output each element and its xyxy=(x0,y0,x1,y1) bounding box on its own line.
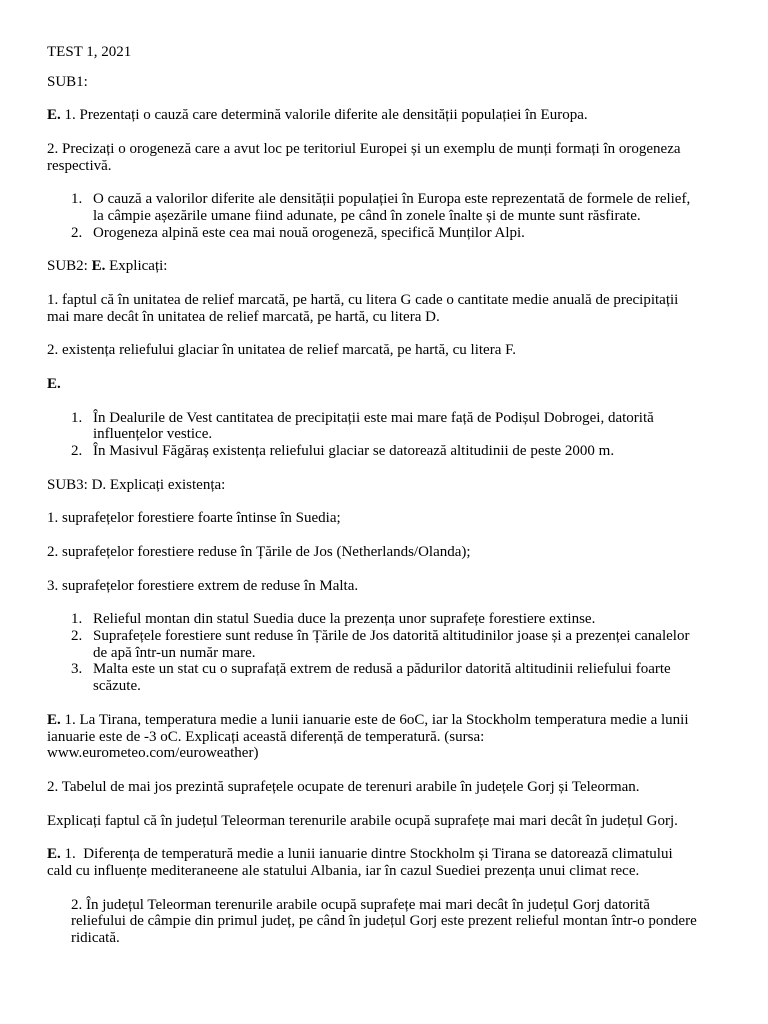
answer-line: de apă într-un număr mare. xyxy=(93,644,256,661)
question-source-line: www.eurometeo.com/euroweather) xyxy=(47,745,259,762)
answer-line: Suprafețele forestiere sunt reduse în Țările de Jos datorită altitudinilor joase și a prezenței canalelor xyxy=(93,627,690,644)
question-line: 2. Precizați o orogeneză care a avut loc pe teritoriul Europei și un exemplu de munți formați în orogeneza xyxy=(47,140,681,157)
subject-2-heading xyxy=(47,258,768,275)
subject-2-answers xyxy=(0,410,768,460)
question-text: 1. Prezentați o cauză care determină valorile diferite ale densității populației în Europa. xyxy=(64,107,588,124)
instruction-text: Explicați: xyxy=(109,258,168,275)
bold-label: E. xyxy=(47,711,61,728)
bold-label: E. xyxy=(47,107,61,124)
answer-line: Malta este un stat cu o suprafață extrem de redusă a pădurilor datorită altitudinii reliefului foarte xyxy=(93,661,671,678)
subject-3 xyxy=(0,477,768,695)
question-line: 2. existența reliefului glaciar în unitatea de relief marcată, pe hartă, cu litera F. xyxy=(47,342,516,359)
subject-2 xyxy=(0,258,768,460)
part-e-answer-1 xyxy=(47,846,768,880)
answer-item xyxy=(0,661,768,695)
answer-line: reliefului de câmpie din primul județ, pe când în județul Gorj este prezent relieful montan într-o pondere xyxy=(71,913,697,930)
subject-3-item-1: 1. suprafețelor forestiere foarte întinse în Suedia; xyxy=(47,510,341,527)
answer-number: 2. xyxy=(71,627,83,644)
subject-2-question-2 xyxy=(47,342,768,359)
heading-line xyxy=(47,258,768,275)
subject-2-answer-label xyxy=(47,376,768,393)
answer-line: În Masivul Făgăraș existența reliefului glaciar se datorează altitudinii de peste 2000 m. xyxy=(93,443,615,460)
answer-number: 1. xyxy=(71,611,83,628)
subject-2-heading-text: SUB2: xyxy=(47,258,88,275)
answer-text: 1. Diferența de temperatură medie a lunii ianuarie dintre Stockholm și Tirana se datorează climatului xyxy=(64,846,673,863)
part-e-instruction: Explicați faptul că în județul Teleorman terenurile arabile ocupă suprafețe mai mari decât în județul Gorj. xyxy=(47,812,678,829)
subject-1-question-1 xyxy=(47,107,768,124)
answer-number: 2. xyxy=(71,443,83,460)
answer-item xyxy=(0,611,768,628)
answer-line: cald cu influențe mediteraneene ale statului Albania, iar în cazul Suediei prezența unui climat rece. xyxy=(47,863,640,880)
answer-item xyxy=(0,443,768,460)
answer-item xyxy=(0,410,768,444)
question-line xyxy=(47,712,768,729)
question-line xyxy=(47,107,768,124)
answer-line: Orogeneza alpină este cea mai nouă orogeneză, specifică Munților Alpi. xyxy=(93,224,525,241)
bold-label: E. xyxy=(47,846,61,863)
subject-1-heading: SUB1: xyxy=(47,73,88,90)
subject-3-item-3: 3. suprafețelor forestiere extrem de reduse în Malta. xyxy=(47,577,359,594)
answer-line: la câmpie așezările umane fiind adunate, pe când în zonele înalte și de munte sunt răsfirate. xyxy=(93,207,641,224)
answer-item xyxy=(0,225,768,242)
subject-3-answers xyxy=(0,611,768,695)
subject-3-item-2: 2. suprafețelor forestiere reduse în Țările de Jos (Netherlands/Olanda); xyxy=(47,543,471,560)
answer-number: 1. xyxy=(71,191,83,208)
answer-line: În Dealurile de Vest cantitatea de precipitații este mai mare față de Podișul Dobrogei, datorită xyxy=(93,409,654,426)
question-text: 1. La Tirana, temperatura medie a lunii ianuarie este de 6oC, iar la Stockholm temperatura medie a lunii xyxy=(64,711,689,728)
answer-number: 2. xyxy=(71,224,83,241)
answer-line: influențelor vestice. xyxy=(93,426,213,443)
answer-number: 3. xyxy=(71,661,83,678)
answer-number: 1. xyxy=(71,409,83,426)
bold-label: E. xyxy=(91,258,106,275)
part-e-answer-2 xyxy=(71,897,768,947)
answer-line: O cauză a valorilor diferite ale densității populației în Europa este reprezentată de formele de relief, xyxy=(93,191,691,208)
answer-line: scăzute. xyxy=(93,678,141,695)
document-title: TEST 1, 2021 xyxy=(47,43,132,60)
subject-3-heading: SUB3: D. Explicați existența: xyxy=(47,476,226,493)
question-line: mai mare decât în unitatea de relief marcată, pe hartă, cu litera D. xyxy=(47,308,440,325)
subject-1-answers xyxy=(0,191,768,241)
question-line: ianuarie este de -3 oC. Explicați această diferență de temperatură. (sursa: xyxy=(47,728,485,745)
subject-1 xyxy=(0,74,768,242)
question-line: respectivă. xyxy=(47,157,112,174)
part-e-question-1 xyxy=(47,712,768,762)
subject-2-question-1 xyxy=(47,292,768,326)
part-e-question-2: 2. Tabelul de mai jos prezintă suprafețele ocupate de terenuri arabile în județele Gorj și Teleorman. xyxy=(47,779,640,796)
answer-item xyxy=(0,628,768,662)
answer-line xyxy=(47,846,768,863)
part-e xyxy=(0,712,768,947)
question-line: 1. faptul că în unitatea de relief marcată, pe hartă, cu litera G cade o cantitate medie anuală de precipitații xyxy=(47,291,679,308)
answer-line: 2. În județul Teleorman terenurile arabile ocupă suprafețe mai mari decât în județul Gorj datorită xyxy=(71,896,650,913)
answer-item xyxy=(0,191,768,225)
answer-line: Relieful montan din statul Suedia duce la prezența unor suprafețe forestiere extinse. xyxy=(93,611,596,628)
bold-label: E. xyxy=(47,375,61,392)
subject-1-question-2 xyxy=(47,141,768,175)
answer-line: ridicată. xyxy=(71,930,120,947)
